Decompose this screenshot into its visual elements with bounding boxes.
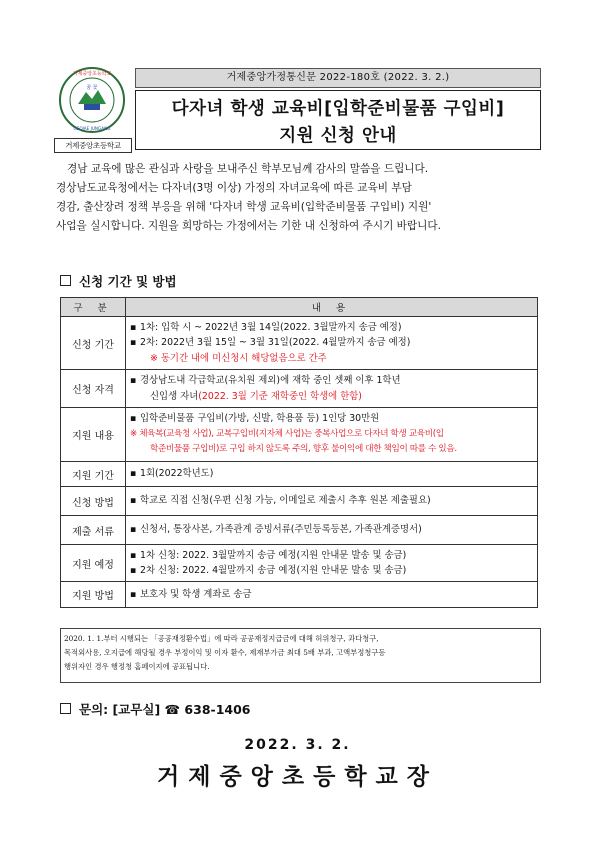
table-row	[61, 462, 538, 487]
logo-caption: 거제중앙초등학교	[54, 138, 132, 153]
content-line: 경상남도내 각급학교(유치원 제외)에 재학 중인 셋째 이후 1학년	[140, 375, 401, 386]
content-note: ※ 체육복(교육청 사업), 교복구입비(지자체 사업)는 중복사업으로 다자녀 학생 교육비(입	[130, 428, 444, 439]
signer-name: 거제중앙초등학교장	[157, 764, 438, 790]
school-logo	[54, 66, 130, 152]
row-label: 신청 기간	[61, 317, 126, 370]
content-line: 신청서, 통장사본, 가족관계 증빙서류(주민등록등본, 가족관계증명서)	[140, 524, 422, 536]
content-line: 1차: 입학 시 ~ 2022년 3월 14일(2022. 3월말까지 송금 예정)	[140, 321, 402, 333]
row-label: 지원 방법	[61, 582, 126, 608]
page-title-line1: 다자녀 학생 교육비[입학준비물품 구입비]	[171, 99, 505, 119]
row-content: ▪ 입학준비물품 구입비(가방, 신발, 학용품 등) 1인당 30만원 ※ 체육복(교육청 사업), 교복구입비(지자체 사업)는 중복사업으로 다자녀 학생 교육비(입 학준비물품 구입비)로 구입 하지 않도록 주의, 향후 불이익에 대한 책임이 따를 수 있음.	[126, 408, 538, 462]
content-line: 1회(2022학년도)	[140, 468, 214, 480]
intro-line: 경감, 출산장려 정책 부응을 위해 '다자녀 학생 교육비(입학준비물품 구입비) 지원'	[56, 201, 432, 213]
intro-line: 경남 교육에 많은 관심과 사랑을 보내주신 학부모님께 감사의 말씀을 드립니다.	[67, 163, 429, 175]
content-line: 학교로 직접 신청(우편 신청 가능, 이메일로 제출시 추후 원본 제출필요)	[140, 495, 431, 507]
content-note: ※ 동기간 내에 미신청시 해당없음으로 간주	[150, 352, 327, 364]
table-row	[61, 317, 538, 370]
row-content: ▪ 1차: 입학 시 ~ 2022년 3월 14일(2022. 3월말까지 송금 예정) ▪ 2차: 2022년 3월 15일 ~ 3월 31일(2022. 4월말까지 송금 예정) ※ 동기간 내에 미신청시 해당없음으로 간주	[126, 317, 538, 370]
svg-text:GEOJAE JUNGANG: GEOJAE JUNGANG	[73, 126, 111, 131]
legal-notice	[60, 628, 541, 683]
row-content: ▪ 1차 신청: 2022. 3월말까지 송금 예정(지원 안내문 발송 및 송금) ▪ 2차 신청: 2022. 4월말까지 송금 예정(지원 안내문 발송 및 송금)	[126, 545, 538, 582]
row-label: 제출 서류	[61, 516, 126, 545]
school-emblem-icon	[58, 66, 126, 136]
row-content: ▪ 신청서, 통장사본, 가족관계 증빙서류(주민등록등본, 가족관계증명서)	[126, 516, 538, 545]
row-content: ▪ 1회(2022학년도)	[126, 462, 538, 487]
row-content: ▪ 경상남도내 각급학교(유치원 제외)에 재학 중인 셋째 이후 1학년 신입생 자녀(2022. 3월 기준 재학중인 학생에 한함)	[126, 370, 538, 408]
content-note: 학준비물품 구입비)로 구입 하지 않도록 주의, 향후 불이익에 대한 책임이 따를 수 있음.	[150, 444, 457, 455]
intro-paragraph	[56, 160, 542, 236]
issue-date: 2022. 3. 2.	[244, 737, 351, 753]
row-label: 지원 기간	[61, 462, 126, 487]
table-row	[61, 370, 538, 408]
table-row	[61, 516, 538, 545]
svg-text:꿈 꽃: 꿈 꽃	[86, 85, 98, 91]
row-label: 지원 예정	[61, 545, 126, 582]
content-line: 입학준비물품 구입비(가방, 신발, 학용품 등) 1인당 30만원	[140, 413, 380, 425]
content-line: 1차 신청: 2022. 3월말까지 송금 예정(지원 안내문 발송 및 송금)	[140, 549, 407, 561]
row-label: 지원 내용	[61, 408, 126, 462]
notice-line: 2020. 1. 1.부터 시행되는 「공공재정환수법」에 따라 공공재정지급금에 대해 허위청구, 과다청구,	[64, 634, 379, 643]
intro-line: 사업을 실시합니다. 지원을 희망하는 가정에서는 기한 내 신청하여 주시기 바랍니다.	[56, 220, 441, 232]
content-line: 2차: 2022년 3월 15일 ~ 3월 31일(2022. 4월말까지 송금 예정)	[140, 337, 411, 349]
row-label: 신청 방법	[61, 487, 126, 516]
notice-line: 목적외사용, 오지급에 해당될 경우 부정이익 및 이자 환수, 제재부가금 최대 5배 부과, 고액부정청구등	[64, 648, 386, 657]
notice-line: 행위자인 경우 행정청 홈페이지에 공표됩니다.	[64, 662, 210, 671]
square-bullet-icon	[60, 703, 71, 714]
table-row	[61, 545, 538, 582]
header-category: 구 분	[61, 298, 126, 317]
table-row	[61, 487, 538, 516]
section-title: 신청 기간 및 방법	[79, 274, 177, 289]
table-row	[61, 408, 538, 462]
section-heading	[60, 272, 177, 290]
row-label: 신청 자격	[61, 370, 126, 408]
newsletter-number: 거제중앙가정통신문 2022-180호 (2022. 3. 2.)	[135, 68, 541, 88]
header-content: 내 용	[126, 298, 538, 317]
content-line: 보호자 및 학생 계좌로 송금	[140, 588, 252, 600]
row-content: ▪ 보호자 및 학생 계좌로 송금	[126, 582, 538, 608]
content-line: 신입생 자녀	[150, 390, 199, 402]
table-row	[61, 582, 538, 608]
contact-text: 문의: [교무실] ☎ 638-1406	[79, 702, 251, 717]
row-content: ▪ 학교로 직접 신청(우편 신청 가능, 이메일로 제출시 추후 원본 제출필요)	[126, 487, 538, 516]
table-header-row	[61, 298, 538, 317]
square-bullet-icon	[60, 275, 71, 286]
intro-line: 경상남도교육청에서는 다자녀(3명 이상) 가정의 자녀교육에 따른 교육비 부담	[56, 182, 412, 194]
page-title-line2: 지원 신청 안내	[279, 126, 397, 146]
title-box	[135, 90, 541, 150]
content-note: (2022. 3월 기준 재학중인 학생에 한함)	[198, 390, 362, 402]
contact-line	[60, 700, 251, 718]
svg-text:거제중앙초등학교: 거제중앙초등학교	[72, 71, 112, 77]
application-table	[60, 297, 538, 608]
content-line: 2차 신청: 2022. 4월말까지 송금 예정(지원 안내문 발송 및 송금)	[140, 565, 407, 576]
